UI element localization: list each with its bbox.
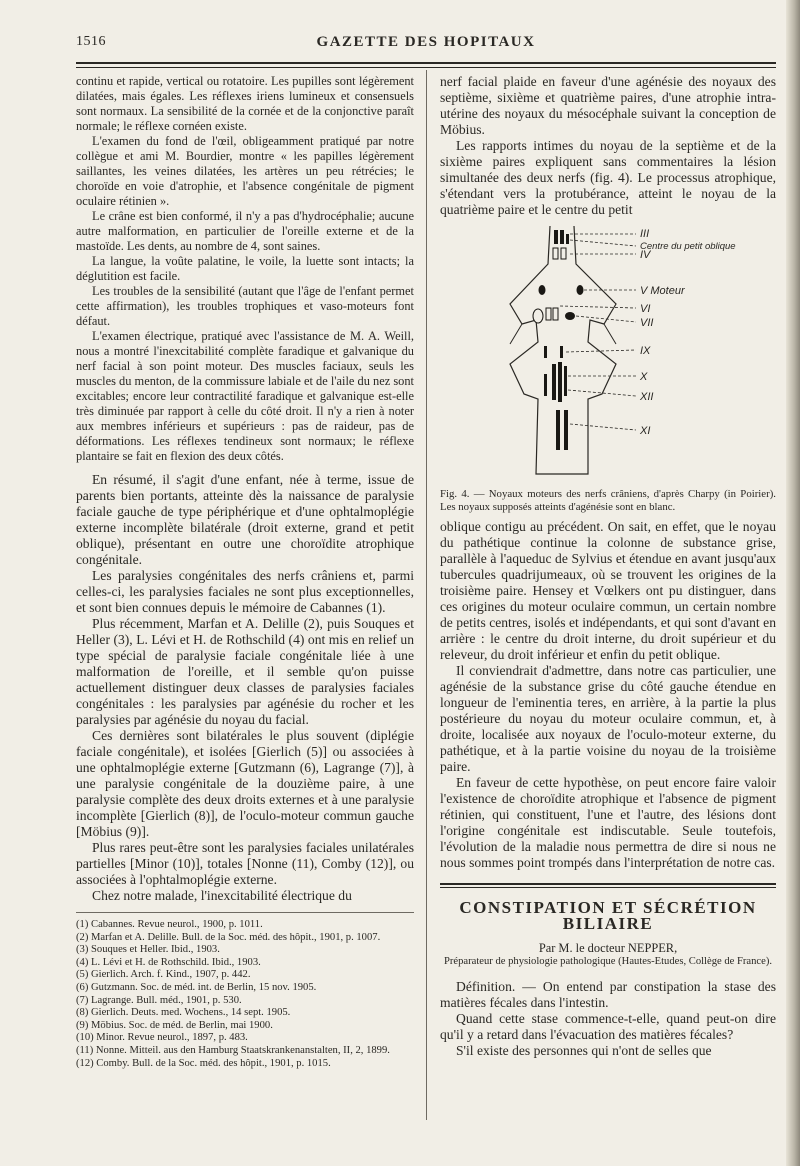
paragraph: Quand cette stase commence-t-elle, quand peut-on dire qu'il y a retard dans l'évacuation des matières fécales? [440, 1010, 776, 1042]
author-affiliation: Préparateur de physiologie pathologique (Hautes-Etudes, Collège de France). [443, 956, 772, 968]
nucleus-vi-agenesis [546, 308, 551, 320]
label-vi: VI [640, 303, 651, 315]
nucleus-xi [556, 410, 560, 450]
footnote-rule [76, 912, 414, 913]
nucleus-iv-agenesis [553, 248, 558, 259]
paragraph: Ces dernières sont bilatérales le plus souvent (diplégie faciale congénitale), et isolées [Gierlich (5)] ou associées à une ophtalmoplégie externe [Gutzmann (6), Lagrange (7)], à une paralysie congénitale de la douzième paire, à une paralysie complète des deux droits externes et à une paralysie incomplète [Gierlich (8)], de l'oculo-moteur commun gauche [Möbius (9)]. [76, 728, 414, 839]
paragraph: Il conviendrait d'admettre, dans notre cas particulier, une agénésie de la substance grise du côté gauche étendue en longueur de l'eminentia teres, en arrière, à la partie la plus postérieure du noyau du moteur oculaire commun, et, à droite, localisée aux noyaux de l'oculo-moteur externe, du pathétique, et à la partie voisine du noyau de la troisième paire. [440, 663, 776, 775]
binding-edge [786, 0, 800, 1166]
paragraph: Plus récemment, Marfan et A. Delille (2), puis Souques et Heller (3), L. Lévi et H. de Rothschild (4) ont mis en relief un type spécial de paralysie faciale congénitale liée à une malformation de l'oreille, et il semble qu'on puisse actuellement distinguer deux classes de paralysies faciales congénitales : les paralysies par agénésie du rocher et les paralysies par agénésie du noyau du facial. [76, 616, 414, 727]
header-rule [76, 62, 776, 64]
paragraph: En résumé, il s'agit d'une enfant, née à terme, issue de parents bien portants, atteinte dès la naissance de paralysie faciale gauche de type périphérique et d'une ophtalmoplégie externe incomplète bilatérale (droit externe, grand et petit oblique), présentant en outre une choroïdite atrophique congénitale. [76, 472, 414, 567]
footnote: (1) Cabannes. Revue neurol., 1900, p. 1011. [76, 919, 263, 930]
label-v-moteur: V Moteur [640, 285, 685, 297]
running-title: GAZETTE DES HOPITAUX [316, 34, 536, 50]
label-centre-petit-oblique: Centre du petit oblique [640, 241, 736, 252]
nucleus-x [552, 364, 556, 400]
author-line: Par M. le docteur NEPPER, [538, 941, 678, 956]
figure-cranial-nuclei [440, 224, 776, 484]
label-vii: VII [640, 317, 654, 329]
nucleus-xii [558, 362, 562, 402]
nucleus-v [577, 285, 584, 295]
footnotes [76, 919, 414, 1070]
paragraph: S'il existe des personnes qui n'ont de selles que [456, 1042, 712, 1058]
paragraph: La langue, la voûte palatine, le voile, la luette sont intacts; la déglutition est facile. [76, 254, 414, 283]
paragraph: continu et rapide, vertical ou rotatoire. Les pupilles sont légèrement dilatées, mais égales. Les réflexes iriens lumineux et consensuels sont normaux. La sensibilité de la cornée et de la conjonctive paraît normale; le réflexe cornéen existe. [76, 74, 414, 133]
nucleus-v [539, 285, 546, 295]
section-rule-thin [440, 887, 776, 888]
footnote: (8) Gierlich. Deuts. med. Wochens., 14 sept. 1905. [76, 1007, 291, 1019]
column-divider [426, 70, 427, 1120]
label-iv: IV [640, 249, 651, 261]
footnote: (12) Comby. Bull. de la Soc. méd. des hôpit., 1901, p. 1015. [76, 1057, 331, 1069]
paragraph: En faveur de cette hypothèse, on peut encore faire valoir l'existence de choroïdite atrophique et l'absence de pigment rétinien, qui constituent, l'une et l'autre, des lésions dont l'origine congénitale est indiscutable. Seule toutefois, l'évolution de la maladie nous permettra de dire si nous ne nous sommes point trompés dans l'interprétation de notre cas. [440, 775, 776, 871]
right-column [440, 74, 776, 1059]
footnote: (3) Souques et Heller. Ibid., 1903. [76, 944, 220, 956]
label-iii: III [640, 228, 650, 240]
paragraph: L'examen du fond de l'œil, obligeamment pratiqué par notre collègue et ami M. Bourdier, montre « les papilles légèrement saillantes, les veines dilatées, les artères un peu rétrécies; le choroïde en voie d'atrophie, et l'absence congénitale de pigment oculaire rétinien ». [76, 134, 414, 208]
paragraph: Les rapports intimes du noyau de la septième et de la sixième paires expliquent sans commentaires la lésion simultanée des deux nerfs (fig. 4). Le processus atrophique, s'étendant vers la protubérance, atteint le noyau de la quatrième paire et le centre du petit [440, 138, 776, 217]
left-column [76, 74, 414, 1070]
nucleus-iii [554, 230, 558, 244]
section-title: CONSTIPATION ET SÉCRÉTION BILIAIRE [459, 898, 757, 934]
paragraph: Les paralysies congénitales des nerfs crâniens et, parmi celles-ci, les paralysies faciales ne sont plus exceptionnelles, et sont bien connues depuis le mémoire de Cabannes (1). [76, 568, 414, 615]
footnote: (6) Gutzmann. Soc. de méd. int. de Berlin, 15 nov. 1905. [76, 981, 317, 993]
brainstem-diagram [440, 224, 776, 484]
footnote: (10) Minor. Revue neurol., 1897, p. 483. [76, 1032, 248, 1044]
nucleus-vi-agenesis [553, 308, 558, 320]
footnote: (4) L. Lévi et H. de Rothschild. Ibid., 1903. [76, 956, 261, 968]
paragraph: L'examen électrique, pratiqué avec l'assistance de M. A. Weill, nous a montré l'inexcitabilité complète faradique et galvanique du nerf facial à son point moteur. Des muscles faciaux, seuls les muscles du menton, de la commissure labiale et de l'aile du nez sont excitables; encore leur contractilité faradique et galvanique est-elle très diminuée par rapport à celle du côté droit. Il n'y a rien à noter aux membres inférieurs et supérieurs : pas de raideur, pas de déformations. Les réflexes tendineux sont normaux; le réflexe plantaire se fait en flexion des deux côtés. [76, 329, 414, 463]
nucleus-xi [564, 410, 568, 450]
nucleus-iv-agenesis [561, 248, 566, 259]
nucleus-vii-agenesis [533, 309, 543, 323]
paragraph: Chez notre malade, l'inexcitabilité électrique du [92, 888, 352, 903]
paragraph: Les troubles de la sensibilité (autant que l'âge de l'enfant permet cette affirmation), les troubles trophiques et vaso-moteurs font défaut. [76, 284, 414, 328]
footnote: (5) Gierlich. Arch. f. Kind., 1907, p. 442. [76, 969, 251, 981]
label-xi: XI [640, 425, 651, 437]
footnote: (7) Lagrange. Bull. méd., 1901, p. 530. [76, 994, 242, 1006]
label-ix: IX [640, 345, 651, 357]
paragraph: nerf facial plaide en faveur d'une agénésie des noyaux des septième, sixième et quatrième paires, d'une atrophie intra-utérine des noyaux du mésocéphale suivant la conception de Möbius. [440, 74, 776, 137]
paragraph: Définition. — On entend par constipation la stase des matières fécales dans l'intestin. [440, 978, 776, 1010]
footnote: (11) Nonne. Mitteil. aus den Hamburg Staatskrankenanstalten, II, 2, 1899. [76, 1044, 390, 1056]
label-xii: XII [640, 391, 654, 403]
paragraph: Plus rares peut-être sont les paralysies faciales unilatérales partielles [Minor (10)], totales [Nonne (11), Comby (12)], ou associées à l'ophtalmoplégie externe. [76, 840, 414, 887]
page-header [76, 34, 776, 54]
footnote: (2) Marfan et A. Delille. Bull. de la Soc. méd. des hôpit., 1901, p. 1007. [76, 931, 381, 943]
header-rule-thin [76, 67, 776, 68]
section-rule [440, 883, 776, 885]
paragraph: oblique contigu au précédent. On sait, en effet, que le noyau du pathétique continue la colonne de substance grise, parallèle à l'aqueduc de Sylvius et étendue en avant jusqu'aux tubercules quadrijumeaux, où se trouvent les origines de la troisième paire. Hensey et Vœlkers ont pu distinguer, dans ces origines du moteur oculaire commun, un certain nombre de petits centres, isolés et indépendants, et qui sont d'avant en arrière : le centre du droit interne, du droit supérieur et du releveur, du droit inférieur et enfin du petit oblique. [440, 519, 776, 663]
page-number: 1516 [76, 34, 106, 49]
label-x: X [640, 371, 648, 383]
paragraph: Le crâne est bien conformé, il n'y a pas d'hydrocéphalie; aucune autre malformation, en particulier de l'oreille externe et de la mastoïde. Les dents, au nombre de 4, sont saines. [76, 209, 414, 253]
nucleus-iii [560, 230, 564, 244]
figure-caption: Fig. 4. — Noyaux moteurs des nerfs crâniens, d'après Charpy (in Poirier). Les noyaux supposés atteints d'agénésie sont en blanc. [440, 488, 776, 513]
footnote: (9) Möbius. Soc. de méd. de Berlin, mai 1900. [76, 1019, 273, 1031]
